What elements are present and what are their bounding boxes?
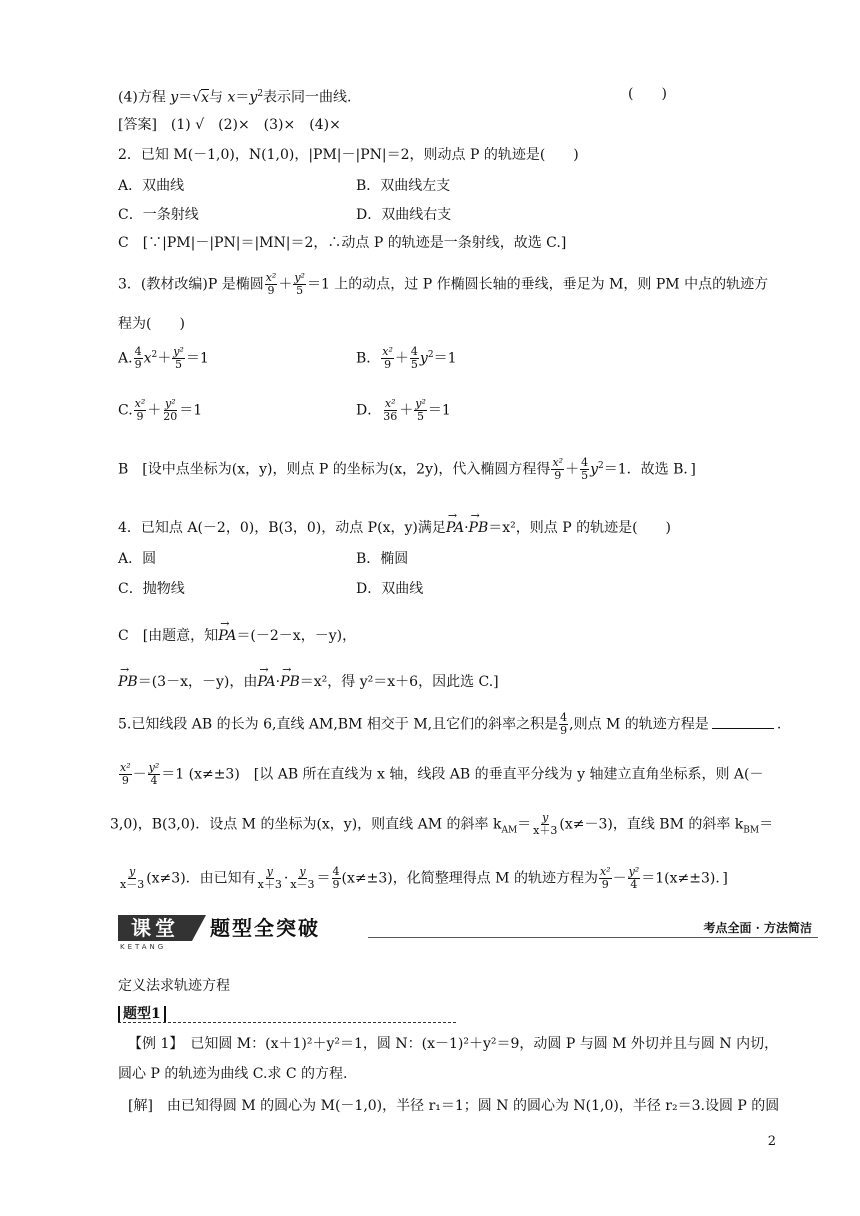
q3-answer: B [设中点坐标为(x，y)，则点 P 的坐标为(x，2y)，代入椭圆方程得 $\frac{\text{x²}}{9}$ ＋ $\frac{4}{5}$ $y^2=1$．故选 B．] <box>118 456 696 483</box>
eq2: ＝ <box>235 89 250 106</box>
q4-ans2-b: ＝x²，得 y²＝x＋6，因此选 C.] <box>299 674 499 690</box>
q3-stem-c: 程为( ) <box>118 316 185 332</box>
q3-stem-line1: 3．(教材改编)P 是椭圆 $\frac{\text{x²}}{9}$ ＋ $\frac{\text{y²}}{5}$ ＝1 上的动点，过 P 作椭圆长轴的垂线，垂足为 M，则 PM 中点的轨迹方 <box>118 271 769 297</box>
page-number: 2 <box>767 1134 776 1149</box>
q5-stem-a: 5.已知线段 AB 的长为 6,直线 AM,BM 相交于 M,且它们的斜率之积是 <box>118 716 559 733</box>
q2-stem: 2．已知 M(－1,0)，N(1,0)，|PM|－|PN|＝2，则动点 P 的轨迹是( ) <box>118 147 579 163</box>
section-title: 定义法求轨迹方程 <box>118 978 230 994</box>
banner-triangle-icon <box>192 915 206 941</box>
q1-4-text-c: 表示同一曲线. <box>263 89 352 106</box>
banner-right: 考点全面 · 方法简洁 <box>703 921 812 935</box>
q5-answer-line3: $\frac{y}{x-3}$ (x≠3)．由已知有 $\frac{y}{x+3}$ · $\frac{y}{x-3}$ ＝ $\frac{4}{9}$ (x≠±3)，化简整理得点 M 的轨迹方程为 $\frac{\text{x²}}{9}$ － $\frac{\text{y²}}{4}$ ＝1(x≠±3)．] <box>120 865 728 891</box>
banner-divider <box>368 937 818 938</box>
var-y: y <box>170 89 179 106</box>
q1-4-text: (4)方程 <box>118 89 171 106</box>
q3-b-label: B． <box>356 350 381 367</box>
q5-ans2: 3,0)，B(3,0)．设点 M 的坐标为(x，y)，则直线 AM 的斜率 k <box>110 816 502 833</box>
q5-ans3-c: ＝1(x≠±3)．] <box>641 870 728 887</box>
q3-option-b: B． $\frac{\text{x²}}{9}$ ＋ $\frac{4}{5}$ $y^2=1$ <box>356 345 457 371</box>
q3-answer-a: B [设中点坐标为(x，y)，则点 P 的坐标为(x，2y)，代入椭圆方程得 <box>118 461 551 478</box>
q4-stem-a: 4．已知点 A(－2，0)，B(3，0)，动点 P(x，y)满足 <box>118 520 446 536</box>
var-x: x <box>201 89 210 106</box>
q5-ans3-b: (x≠±3)，化简整理得点 M 的轨迹方程为 <box>341 870 598 887</box>
q5-answer-line2: 3,0)，B(3,0)．设点 M 的坐标为(x，y)，则直线 AM 的斜率 $k_{AM}=$ $\frac{y}{x+3}$ (x≠－3)，直线 BM 的斜率 $k_{BM}=$ <box>110 811 774 837</box>
dashed-divider <box>118 1022 456 1023</box>
q3-d-label: D． <box>356 402 382 419</box>
q2-answer: C [∵|PM|－|PN|＝|MN|＝2，∴动点 P 的轨迹是一条射线，故选 C.] <box>118 235 567 251</box>
q4-ans1-a: C [由题意，知 <box>118 628 219 644</box>
banner-box: 课堂 <box>118 915 192 941</box>
q4-stem: 4．已知点 A(－2，0)，B(3，0)，动点 P(x，y)满足→ PA·→ PB＝x²，则点 P 的轨迹是( ) <box>118 518 671 538</box>
q3-a-label: A. <box>118 350 133 367</box>
sqrt-icon: √ <box>192 89 202 106</box>
q4-stem-b: ＝x²，则点 P 的轨迹是( ) <box>488 520 672 536</box>
example-1-line2: 圆心 P 的轨迹为曲线 C.求 C 的方程. <box>118 1066 348 1082</box>
q4-ans2-a: ＝(3－x，－y)，由 <box>137 674 258 690</box>
q5-answer-line1: $\frac{\text{x²}}{9}$ － $\frac{\text{y²}}{4}$ ＝1 (x≠±3) [以 AB 所在直线为 x 轴，线段 AB 的垂直平分线为 y 轴建立直角坐标系，则 A(－ <box>120 761 764 787</box>
q5-stem: 5.已知线段 AB 的长为 6,直线 AM,BM 相交于 M,且它们的斜率之积是 $\frac{4}{9}$ ,则点 M 的轨迹方程是 . <box>118 711 782 737</box>
q4-option-d: D．双曲线 <box>356 581 424 597</box>
answer-blank <box>712 728 774 729</box>
eq: ＝ <box>178 89 193 106</box>
banner-subtitle: KETANG <box>120 943 167 951</box>
q2-option-b: B．双曲线左支 <box>356 178 451 194</box>
q5-stem-b: ,则点 M 的轨迹方程是 <box>569 716 709 733</box>
q5-ans1-b: ＝1 (x≠±3) [以 AB 所在直线为 x 轴，线段 AB 的垂直平分线为 y 轴建立直角坐标系，则 A(－ <box>161 766 764 783</box>
q3-stem-b: ＝1 上的动点，过 P 作椭圆长轴的垂线，垂足为 M，则 PM 中点的轨迹方 <box>306 276 769 293</box>
q1-4-line: (4)方程 y＝√x与 $x=y^2$表示同一曲线. <box>118 89 352 106</box>
q3-answer-b: ＝1．故选 B．] <box>603 461 696 478</box>
q3-stem-a: 3．(教材改编)P 是椭圆 <box>118 276 264 293</box>
q2-option-c: C．一条射线 <box>118 207 199 223</box>
q3-option-a: A. $\frac{4}{9}$ $x^2+$ $\frac{\text{y²}}{5}$ ＝1 <box>118 345 209 371</box>
var-x2: x <box>227 89 236 106</box>
q3-option-c: C. $\frac{\text{x²}}{9}$ ＋ $\frac{\text{y²}}{20}$ ＝1 <box>118 397 203 423</box>
banner-title: 题型全突破 <box>210 916 320 940</box>
q1-4-paren: ( ) <box>628 86 667 102</box>
topic-tag: 题型1 <box>118 1006 164 1022</box>
q4-ans1-b: ＝(－2－x，－y)， <box>236 628 357 644</box>
q5-ans2-b: (x≠－3)，直线 BM 的斜率 k <box>559 816 744 833</box>
q2-option-a: A．双曲线 <box>118 178 185 194</box>
q3-c-label: C. <box>118 402 133 419</box>
q4-option-a: A．圆 <box>118 551 157 567</box>
q1-4-text-b: 与 <box>209 89 228 106</box>
q4-option-b: B．椭圆 <box>356 551 409 567</box>
answer-1: [答案] (1) √ (2)× (3)× (4)× <box>118 117 341 133</box>
section-banner <box>118 915 818 951</box>
example-1-line3: [解] 由已知得圆 M 的圆心为 M(－1,0)，半径 r₁＝1；圆 N 的圆心为 N(1,0)，半径 r₂＝3.设圆 P 的圆 <box>128 1098 780 1114</box>
q4-option-c: C．抛物线 <box>118 581 185 597</box>
q5-ans3-a: (x≠3)．由已知有 <box>146 870 256 887</box>
q3-option-d: D． $\frac{\text{x²}}{36}$ ＋ $\frac{\text{y²}}{5}$ ＝1 <box>356 397 451 423</box>
q2-option-d: D．双曲线右支 <box>356 207 452 223</box>
q4-answer-line1: C [由题意，知→ PA＝(－2－x，－y)， <box>118 626 356 646</box>
example-1-line1: 【例 1】 已知圆 M：(x＋1)²＋y²＝1，圆 N：(x－1)²＋y²＝9，动圆 P 与圆 M 外切并且与圆 N 内切， <box>128 1036 779 1052</box>
q4-answer-line2: → PB＝(3－x，－y)，由→ PA·→ PB＝x²，得 y²＝x＋6，因此选 C.] <box>118 672 499 692</box>
var-y2: y <box>249 89 258 106</box>
